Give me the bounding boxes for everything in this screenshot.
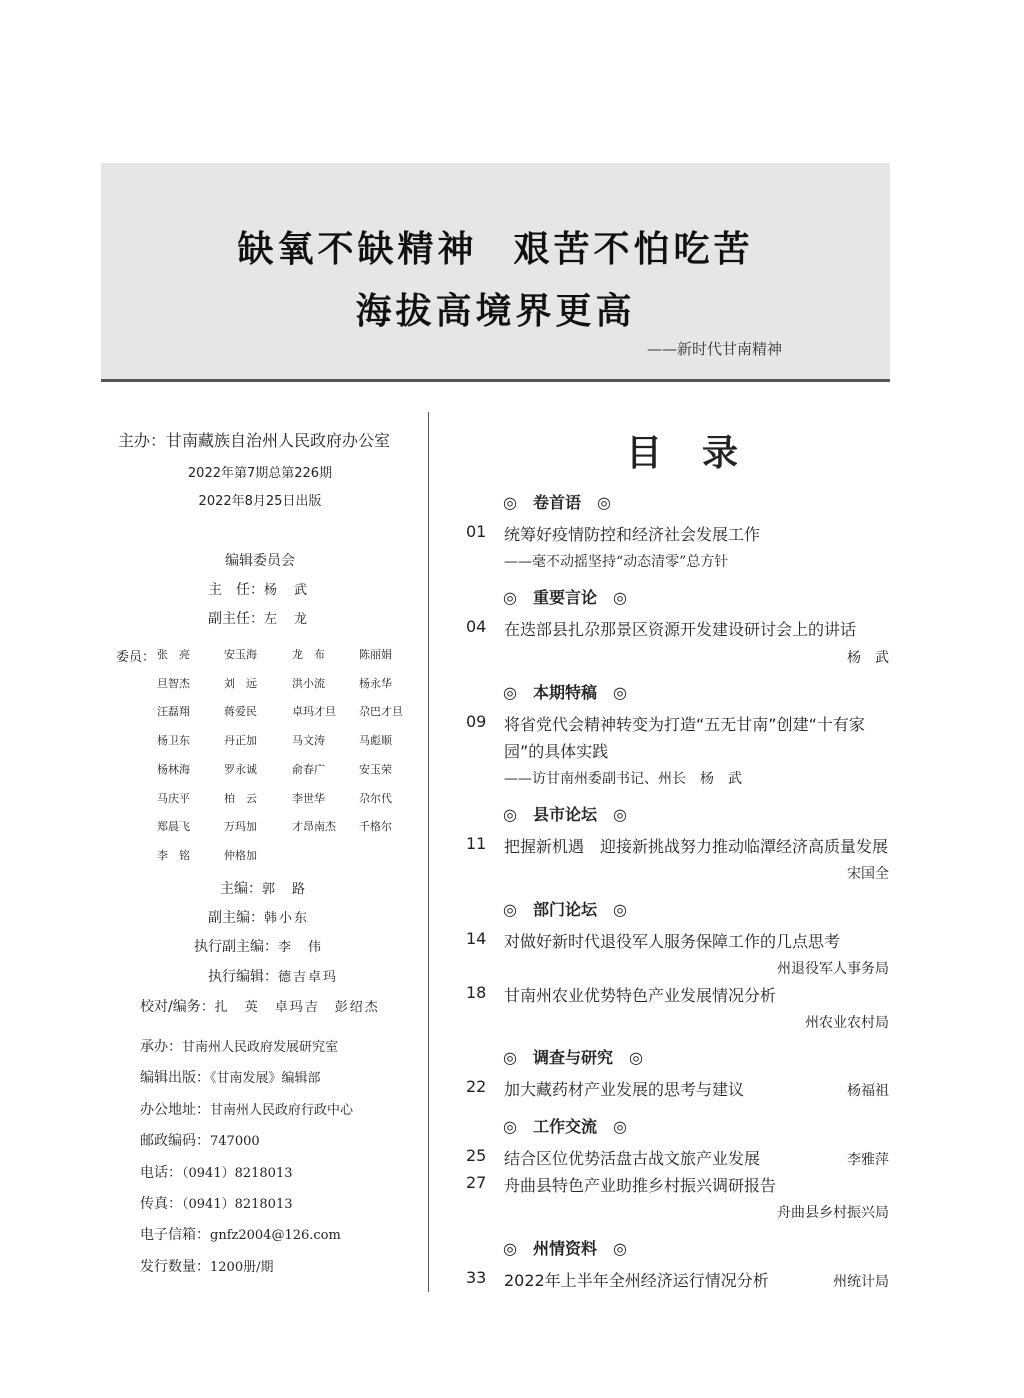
column-divider: [428, 412, 429, 1292]
toc-section-heading: [503, 1236, 627, 1259]
member-name: 才昂南杰: [292, 820, 336, 834]
proofreader: [140, 996, 380, 1016]
members-label: 委员：: [116, 650, 156, 665]
member-name: 张 亮: [157, 648, 190, 661]
section-mark-icon: ◎: [597, 493, 611, 512]
member-name: 安玉海: [224, 648, 257, 661]
section-name: 部门论坛: [532, 900, 597, 919]
toc-section-heading: [503, 897, 627, 920]
section-mark-icon: ◎: [613, 588, 627, 607]
member-name: 龙 布: [292, 648, 325, 661]
toc-entry-author: 李雅萍: [847, 1152, 889, 1168]
section-mark-icon: ◎: [613, 900, 627, 919]
section-name: 卷首语: [532, 493, 581, 512]
toc-entry-title: 统筹好疫情防控和经济社会发展工作: [504, 525, 761, 544]
toc-entry-title: 加大藏药材产业发展的思考与建议: [504, 1080, 745, 1099]
member-name: 马彪顺: [359, 734, 392, 748]
proof-label: 校对/编务：: [140, 999, 215, 1015]
exec-editor: [208, 966, 338, 986]
slogan-line-2: 海拔高境界更高: [355, 290, 636, 332]
section-mark-icon: ◎: [613, 683, 627, 702]
section-mark-icon: ◎: [503, 900, 517, 919]
section-mark-icon: ◎: [629, 1048, 643, 1067]
vice-chief-editor: [208, 907, 309, 927]
toc-entry-subtitle: ——访甘南州委副书记、州长 杨 武: [504, 771, 742, 787]
director-label: 主 任：: [208, 582, 264, 598]
contact-row: [140, 1224, 341, 1244]
exec-vice-label: 执行副主编：: [194, 939, 278, 955]
contact-row: [140, 1099, 353, 1119]
director-name: 杨 武: [264, 583, 310, 598]
section-mark-icon: ◎: [503, 805, 517, 824]
section-mark-icon: ◎: [503, 493, 517, 512]
toc-page-number: 22: [466, 1077, 487, 1096]
contact-label: 电子信箱：: [140, 1227, 210, 1244]
slogan-part-a: 缺氧不缺精神: [237, 228, 478, 270]
toc-entry-author: 杨 武: [847, 650, 889, 666]
member-name: 陈丽娟: [359, 648, 392, 661]
section-name: 调查与研究: [532, 1048, 613, 1067]
toc-entry-author: 州退役军人事务局: [777, 961, 889, 977]
member-name: 马文涛: [292, 734, 325, 748]
contact-row: [140, 1067, 321, 1087]
section-mark-icon: ◎: [503, 1239, 517, 1258]
toc-page-number: 33: [466, 1268, 487, 1287]
contact-label: 编辑出版：: [140, 1070, 210, 1087]
contact-label: 办公地址：: [140, 1101, 210, 1118]
member-name: 俞春广: [292, 762, 325, 776]
contact-row: [140, 1162, 292, 1182]
section-name: 工作交流: [532, 1117, 597, 1136]
toc-section-heading: [503, 802, 627, 825]
section-mark-icon: ◎: [503, 1117, 517, 1136]
member-name: 刘 远: [224, 676, 257, 690]
member-name: 卓玛才旦: [292, 705, 336, 719]
toc-entry-author: 州统计局: [833, 1274, 889, 1290]
toc-page-number: 04: [466, 617, 487, 636]
section-mark-icon: ◎: [503, 588, 517, 607]
toc-page-number: 09: [466, 712, 487, 731]
toc-entry-author: 杨福祖: [847, 1083, 889, 1099]
toc-entry-title: 甘南州农业优势特色产业发展情况分析: [504, 986, 777, 1005]
toc-entry-author: 舟曲县乡村振兴局: [777, 1205, 889, 1221]
contact-value: 747000: [210, 1134, 260, 1150]
member-name: 罗永诚: [224, 762, 257, 776]
member-name: 郑晨飞: [157, 820, 190, 834]
contact-label: 电话：: [140, 1164, 182, 1181]
toc-entry-title: 把握新机遇 迎接新挑战努力推动临潭经济高质量发展: [504, 837, 889, 856]
toc-page-number: 18: [466, 983, 487, 1002]
section-mark-icon: ◎: [613, 1239, 627, 1258]
toc-entry-title: 结合区位优势活盘古战文旅产业发展: [504, 1149, 761, 1168]
exec-editor-label: 执行编辑：: [208, 969, 278, 985]
toc-page-number: 25: [466, 1146, 487, 1165]
sponsor: 主办：甘南藏族自治州人民政府办公室: [118, 431, 391, 450]
toc-section-heading: [503, 1045, 643, 1068]
contact-row: [140, 1036, 338, 1056]
vice-chief-name: 韩小东: [264, 911, 310, 926]
member-name: 万玛加: [224, 820, 257, 834]
member-name: 安玉荣: [359, 762, 392, 776]
member-name: 李 铭: [157, 848, 190, 862]
toc-entry-title: 舟曲县特色产业助推乡村振兴调研报告: [504, 1176, 777, 1195]
member-name: 柏 云: [224, 791, 257, 805]
toc-page-number: 14: [466, 929, 487, 948]
vice-chief-label: 副主编：: [208, 910, 264, 926]
contact-label: 邮政编码：: [140, 1133, 210, 1150]
slogan-subtitle: ——新时代甘南精神: [646, 340, 782, 358]
deputy-name: 左 龙: [264, 612, 310, 627]
toc-section-heading: [503, 585, 627, 608]
exec-vice-editor: [194, 936, 323, 956]
committee-title: 编辑委员会: [225, 553, 295, 569]
slogan-line-1: [101, 221, 890, 272]
director: [208, 579, 309, 599]
member-name: 杨卫东: [157, 734, 190, 748]
contact-value: 甘南州人民政府行政中心: [210, 1102, 354, 1118]
member-name: 蒋爱民: [224, 705, 257, 719]
member-name: 丹正加: [224, 734, 257, 748]
member-name: 马庆平: [157, 791, 190, 805]
member-name: 汪磊翔: [157, 705, 190, 719]
chief-editor: [220, 878, 307, 898]
issue-number: 2022年第7期总第226期: [187, 466, 333, 481]
contact-value: 《甘南发展》编辑部: [210, 1071, 321, 1087]
toc-entry-title: 将省党代会精神转变为打造“五无甘南”创建“十有家园”的具体实践: [504, 715, 865, 761]
contact-value: 甘南州人民政府发展研究室: [182, 1040, 339, 1055]
section-mark-icon: ◎: [503, 683, 517, 702]
toc-entry-author: 宋国全: [847, 866, 889, 882]
section-mark-icon: ◎: [613, 1117, 627, 1136]
proof-names: 扎 英 卓玛吉 彭绍杰: [214, 1000, 380, 1015]
toc-entry-title: 2022年上半年全州经济运行情况分析: [504, 1271, 769, 1290]
chief-name: 郭 路: [262, 882, 308, 897]
member-name: 杨林海: [157, 762, 190, 776]
member-name: 杨永华: [359, 676, 392, 690]
toc-page-number: 01: [466, 522, 487, 541]
deputy-label: 副主任：: [208, 611, 264, 627]
toc-entry-author: 州农业农村局: [805, 1015, 889, 1031]
toc-entry-title: 对做好新时代退役军人服务保障工作的几点思考: [504, 932, 841, 951]
chief-label: 主编：: [220, 881, 262, 897]
member-name: 李世华: [292, 791, 325, 805]
publish-date: 2022年8月25日出版: [198, 494, 322, 509]
exec-vice-name: 李 伟: [278, 940, 324, 955]
contact-label: 承办：: [140, 1039, 182, 1055]
slogan-part-b: 艰苦不怕吃苦: [513, 228, 754, 270]
section-name: 重要言论: [532, 588, 597, 607]
toc-title: 目录: [626, 432, 779, 474]
contact-value: （0941）8218013: [182, 1197, 293, 1212]
contact-label: 发行数量：: [140, 1258, 210, 1275]
contact-label: 传真：: [140, 1196, 182, 1212]
section-name: 县市论坛: [532, 805, 597, 824]
slogan-banner: [101, 163, 890, 382]
section-mark-icon: ◎: [613, 805, 627, 824]
contact-value: 1200册/期: [210, 1259, 274, 1275]
member-name: 尕尔代: [359, 791, 392, 805]
contact-row: [140, 1256, 273, 1276]
member-name: 仲格加: [224, 848, 257, 862]
toc-section-heading: [503, 1114, 627, 1137]
section-name: 州情资料: [532, 1239, 597, 1258]
contact-value: gnfz2004@126.com: [210, 1228, 341, 1244]
contact-row: [140, 1193, 292, 1213]
contact-row: [140, 1130, 260, 1150]
toc-entry-title: 在迭部县扎尕那景区资源开发建设研讨会上的讲话: [504, 620, 857, 639]
toc-page-number: 11: [466, 834, 487, 853]
toc-entry-subtitle: ——毫不动摇坚持“动态清零”总方针: [504, 554, 729, 570]
member-name: 千格尔: [359, 820, 392, 834]
contact-value: （0941）8218013: [182, 1165, 293, 1181]
member-name: 旦智杰: [157, 676, 190, 690]
toc-page-number: 27: [466, 1173, 487, 1192]
member-name: 尕巴才旦: [359, 705, 403, 719]
exec-editor-name: 德吉卓玛: [278, 970, 339, 985]
member-name: 洪小流: [292, 676, 325, 690]
deputy-director: [208, 608, 309, 628]
toc-section-heading: [503, 490, 611, 513]
section-name: 本期特稿: [532, 683, 597, 702]
toc-section-heading: [503, 680, 627, 703]
section-mark-icon: ◎: [503, 1048, 517, 1067]
